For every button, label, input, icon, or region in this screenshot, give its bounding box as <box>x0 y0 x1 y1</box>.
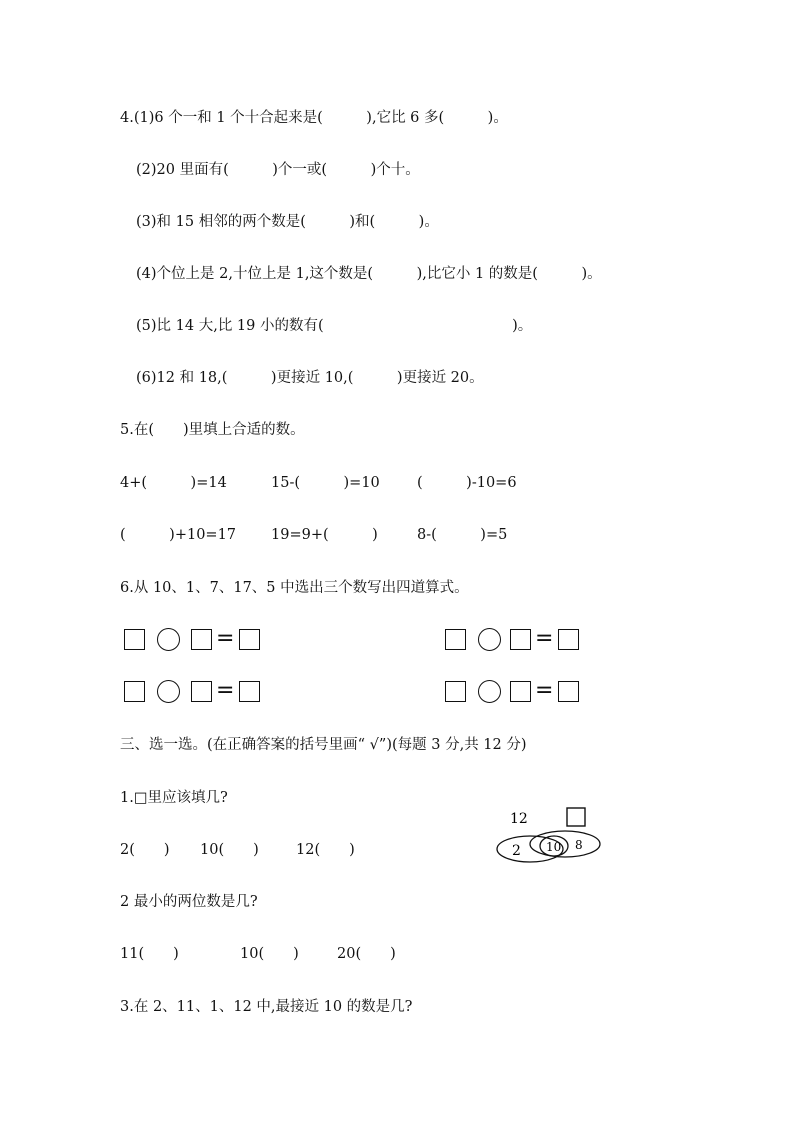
q5-eq-3: ( )-10=6 <box>417 475 517 491</box>
q5-eq-5: 19=9+( ) <box>271 527 378 543</box>
s3-q2-option-a[interactable]: 11( ) <box>120 946 179 962</box>
answer-box[interactable] <box>239 681 260 702</box>
q4-item-4: (4)个位上是 2,十位上是 1,这个数是( ),比它小 1 的数是( )。 <box>136 266 602 282</box>
equation-template-4 <box>445 680 585 704</box>
equals-sign: = <box>535 678 554 703</box>
s3-q1-option-b[interactable]: 10( ) <box>200 842 259 858</box>
equals-sign: = <box>216 626 235 651</box>
s3-q1-option-a[interactable]: 2( ) <box>120 842 170 858</box>
answer-box[interactable] <box>558 681 579 702</box>
equation-template-3 <box>124 680 264 704</box>
answer-box[interactable] <box>558 629 579 650</box>
answer-box[interactable] <box>191 629 212 650</box>
answer-box[interactable] <box>124 681 145 702</box>
q5-eq-6: 8-( )=5 <box>417 527 508 543</box>
diagram-right-number: 8 <box>575 838 583 852</box>
diagram-answer-box <box>567 808 585 826</box>
diagram-left-number: 2 <box>512 843 521 859</box>
q5-eq-4: ( )+10=17 <box>120 527 237 543</box>
q4-item-6: (6)12 和 18,( )更接近 10,( )更接近 20。 <box>136 370 484 386</box>
equals-sign: = <box>535 626 554 651</box>
answer-box[interactable] <box>239 629 260 650</box>
s3-q2-option-b[interactable]: 10( ) <box>240 946 299 962</box>
q5-title: 5.在( )里填上合适的数。 <box>120 422 305 438</box>
q4-item-3: (3)和 15 相邻的两个数是( )和( )。 <box>136 214 439 230</box>
q5-eq-2: 15-( )=10 <box>271 475 380 491</box>
answer-box[interactable] <box>124 629 145 650</box>
s3-q3-title: 3.在 2、11、1、12 中,最接近 10 的数是几? <box>120 999 413 1015</box>
diagram-total-label: 12 <box>510 811 528 827</box>
section3-title: 三、选一选。(在正确答案的括号里画“ √”)(每题 3 分,共 12 分) <box>120 737 527 753</box>
diagram-middle-number: 10 <box>546 840 562 854</box>
number-ovals-diagram <box>490 800 610 872</box>
equation-template-1 <box>124 628 264 652</box>
equation-template-2 <box>445 628 585 652</box>
answer-box[interactable] <box>445 681 466 702</box>
answer-box[interactable] <box>191 681 212 702</box>
answer-box[interactable] <box>510 681 531 702</box>
q4-item-5: (5)比 14 大,比 19 小的数有( )。 <box>136 318 533 334</box>
answer-box[interactable] <box>445 629 466 650</box>
operator-circle[interactable] <box>478 628 501 651</box>
operator-circle[interactable] <box>157 628 180 651</box>
q6-title: 6.从 10、1、7、17、5 中选出三个数写出四道算式。 <box>120 580 469 596</box>
s3-q2-title: 2 最小的两位数是几? <box>120 894 258 910</box>
q4-item-2: (2)20 里面有( )个一或( )个十。 <box>136 162 420 178</box>
operator-circle[interactable] <box>157 680 180 703</box>
s3-q1-title: 1.□里应该填几? <box>120 790 228 806</box>
s3-q1-option-c[interactable]: 12( ) <box>296 842 355 858</box>
equals-sign: = <box>216 678 235 703</box>
q5-eq-1: 4+( )=14 <box>120 475 227 491</box>
q4-item-1: 4.(1)6 个一和 1 个十合起来是( ),它比 6 多( )。 <box>120 110 508 126</box>
operator-circle[interactable] <box>478 680 501 703</box>
answer-box[interactable] <box>510 629 531 650</box>
s3-q2-option-c[interactable]: 20( ) <box>337 946 396 962</box>
